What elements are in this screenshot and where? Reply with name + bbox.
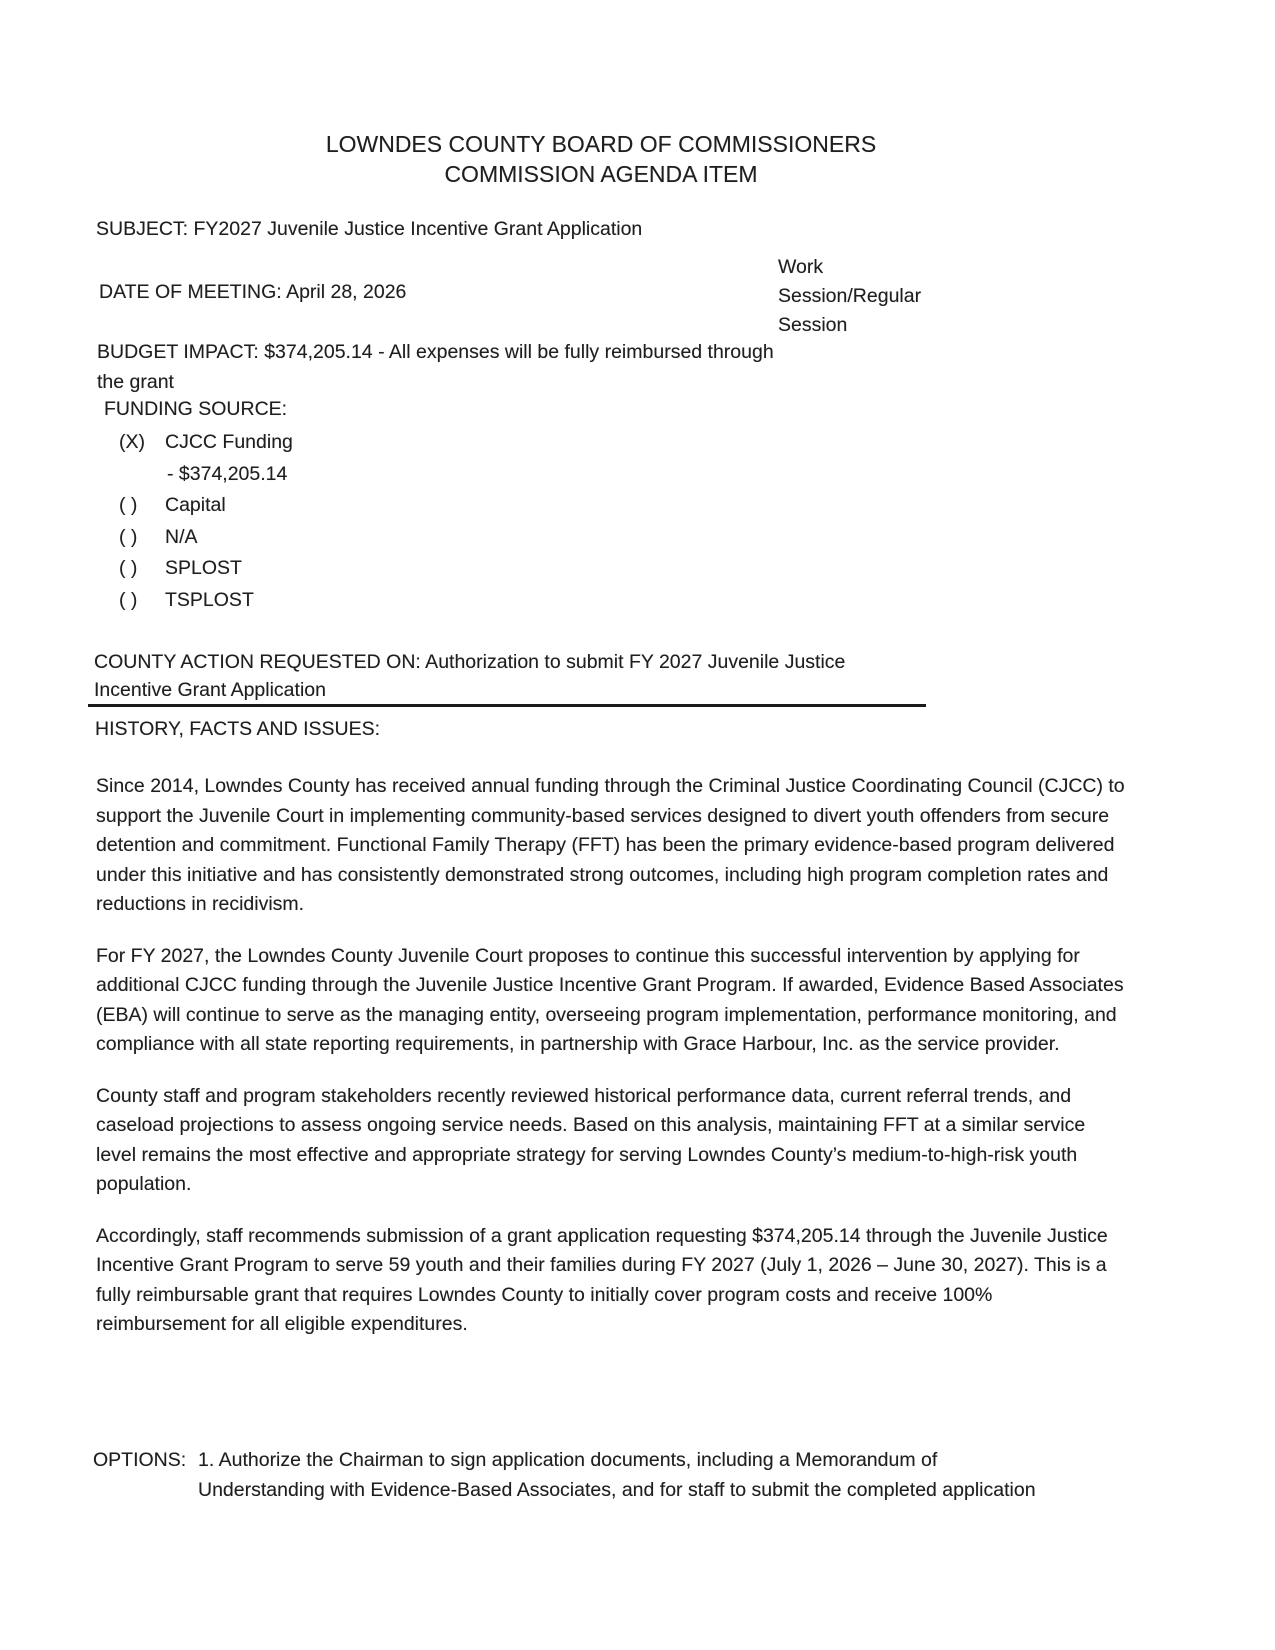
history-heading: HISTORY, FACTS AND ISSUES: xyxy=(95,718,381,740)
document-title-block xyxy=(96,129,1106,189)
funding-option-row xyxy=(119,585,293,617)
agenda-item-title: COMMISSION AGENDA ITEM xyxy=(444,161,758,187)
subject-line: SUBJECT: FY2027 Juvenile Justice Incentive Grant Application xyxy=(96,218,643,240)
funding-option-label: Capital xyxy=(165,494,226,517)
funding-option-label: N/A xyxy=(165,525,198,548)
funding-option-amount: - $374,205.14 xyxy=(167,462,288,485)
options-item xyxy=(198,1445,1036,1505)
funding-option-label: TSPLOST xyxy=(165,588,254,611)
checkbox-unchecked-mark: ( ) xyxy=(119,588,138,611)
options-item-line: 1. Authorize the Chairman to sign application documents, including a Memorandum of xyxy=(198,1449,938,1471)
history-paragraph: Accordingly, staff recommends submission of a grant application requesting $374,205.14 through the Juvenile Justice Incentive Grant Program to serve 59 youth and their families during FY 2027 (July 1, 2026 – June 30, 2027). This is a fully reimbursable grant that requires Lowndes County to initially cover program costs and receive 100% reimbursement for all eligible expenditures. xyxy=(96,1224,1108,1335)
board-title: LOWNDES COUNTY BOARD OF COMMISSIONERS xyxy=(325,131,877,157)
funding-option-label: SPLOST xyxy=(165,557,242,580)
funding-option-row xyxy=(119,427,293,490)
funding-options-list xyxy=(119,427,293,617)
history-paragraph: Since 2014, Lowndes County has received annual funding through the Criminal Justice Coordinating Council (CJCC) to support the Juvenile Court in implementing community-based services designed to divert youth offenders from secure detention and commitment. Functional Family Therapy (FFT) has been the primary evidence-based program delivered under this initiative and has consistently demonstrated strong outcomes, including high program completion rates and reductions in recidivism. xyxy=(96,775,1125,915)
checkbox-checked-mark: (X) xyxy=(119,431,145,453)
date-of-meeting: DATE OF MEETING: April 28, 2026 xyxy=(99,281,407,303)
options-label: OPTIONS: xyxy=(93,1449,187,1471)
checkbox-unchecked-mark: ( ) xyxy=(119,494,138,517)
session-type: Work Session/Regular Session xyxy=(778,256,922,336)
funding-option-row xyxy=(119,553,293,585)
funding-option-row xyxy=(119,522,293,554)
funding-option-label: CJCC Funding xyxy=(165,431,293,453)
checkbox-unchecked-mark: ( ) xyxy=(119,557,138,580)
options-section xyxy=(93,1445,1036,1505)
section-divider-rule xyxy=(88,704,926,707)
history-body xyxy=(96,772,1126,1362)
funding-option-content xyxy=(165,427,293,490)
funding-source-label: FUNDING SOURCE: xyxy=(104,398,288,420)
history-paragraph: For FY 2027, the Lowndes County Juvenile Court proposes to continue this successful intervention by applying for additional CJCC funding through the Juvenile Justice Incentive Grant Program. If awarded, Evidence Based Associates (EBA) will continue to serve as the managing entity, overseeing program implementation, performance monitoring, and compliance with all state reporting requirements, in partnership with Grace Harbour, Inc. as the service provider. xyxy=(96,944,1124,1055)
checkbox-unchecked-mark: ( ) xyxy=(119,525,138,548)
history-paragraph: County staff and program stakeholders recently reviewed historical performance data, current referral trends, and caseload projections to assess ongoing service needs. Based on this analysis, maintaining FFT at a similar service level remains the most effective and appropriate strategy for serving Lowndes County’s medium-to-high-risk youth population. xyxy=(96,1084,1086,1195)
budget-impact: BUDGET IMPACT: $374,205.14 - All expenses will be fully reimbursed through the grant xyxy=(97,341,774,393)
county-action-request: COUNTY ACTION REQUESTED ON: Authorization to submit FY 2027 Juvenile Justice Incentive Grant Application xyxy=(94,651,846,701)
options-item-line: Understanding with Evidence-Based Associates, and for staff to submit the completed application xyxy=(198,1479,1036,1501)
funding-option-row xyxy=(119,490,293,522)
